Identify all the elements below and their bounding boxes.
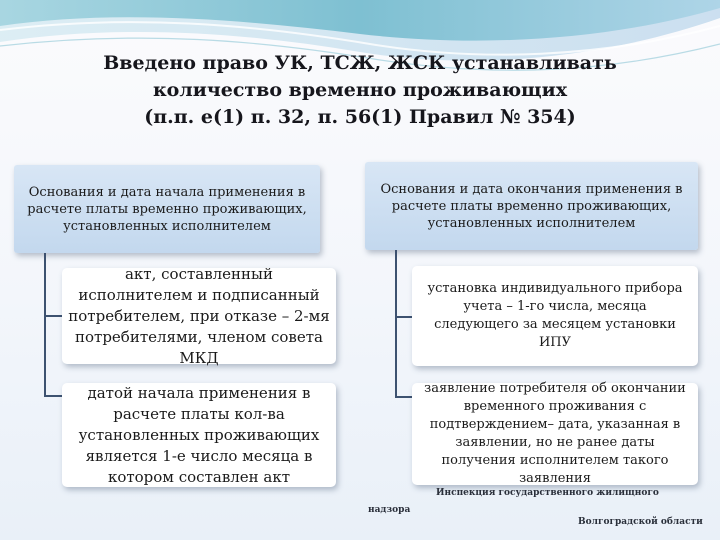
left-column-header	[14, 165, 320, 253]
right-item-consumer-statement-text: заявление потребителя об окончании временного проживания с подтверждением– дата, указанная в заявлении, но не ранее даты получения исполнителем такого заявления	[424, 381, 686, 486]
footer-supervision-line: надзора	[368, 505, 411, 515]
title-line-3: (п.п. е(1) п. 32, п. 56(1) Правил № 354)	[144, 106, 576, 128]
left-connector-branch-2	[44, 395, 62, 397]
right-item-meter-installation-text: установка индивидуального прибора учета – 1-го числа, месяца следующего за месяцем установки ИПУ	[427, 281, 683, 350]
footer-inspection-line: Инспекция государственного жилищного	[436, 488, 659, 498]
title-line-1: Введено право УК, ТСЖ, ЖСК устанавливать	[103, 52, 617, 74]
left-item-start-date-text: датой начала применения в расчете платы кол-ва установленных проживающих является 1-е число месяца в котором составлен акт	[78, 383, 320, 486]
right-header-text: Основания и дата окончания применения в расчете платы временно проживающих, установленных исполнителем	[380, 181, 683, 231]
right-connector-vertical	[395, 250, 397, 398]
left-item-act	[62, 264, 336, 367]
footer-region-line: Волгоградской области	[578, 517, 703, 527]
left-item-act-text: акт, составленный исполнителем и подписанный потребителем, при отказе – 2-мя потребителями, членом совета МКД	[68, 264, 330, 367]
right-column-header	[365, 162, 698, 250]
left-connector-vertical	[44, 253, 46, 397]
left-connector-branch-1	[44, 315, 62, 317]
right-connector-branch-1	[395, 316, 412, 318]
left-header-text: Основания и дата начала применения в расчете платы временно проживающих, установленных исполнителем	[27, 184, 307, 234]
right-connector-branch-2	[395, 396, 412, 398]
right-item-consumer-statement	[412, 383, 698, 485]
title-line-2: количество временно проживающих	[152, 79, 568, 101]
page-title	[80, 50, 640, 131]
right-item-meter-installation	[412, 266, 698, 366]
left-item-start-date	[62, 383, 336, 487]
